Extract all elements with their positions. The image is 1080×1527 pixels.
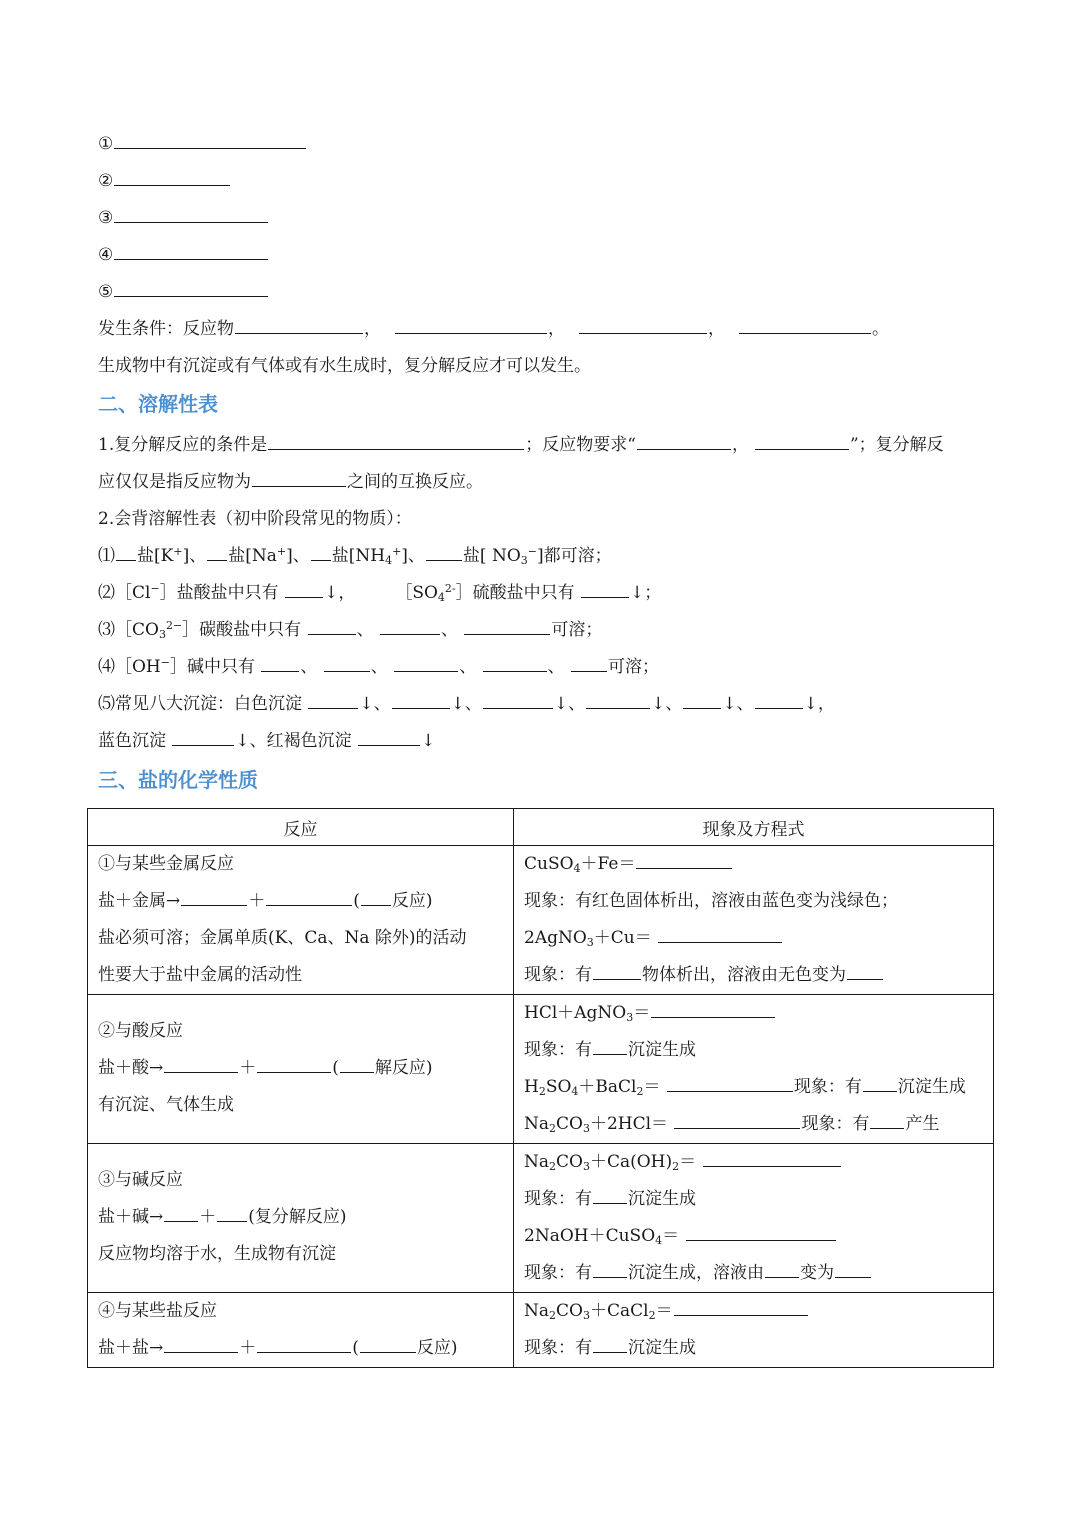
- text: ＝: [643, 1077, 661, 1097]
- text: 红褐色沉淀: [266, 731, 352, 751]
- equation: 2NaOH＋CuSO$_4$＝: [524, 1218, 983, 1255]
- sep: 、: [189, 546, 207, 566]
- text: ↓；: [630, 583, 662, 603]
- fill-blank[interactable]: [380, 619, 440, 635]
- text: 现象：有: [524, 1263, 592, 1283]
- equation: 2AgNO$_3$＋Cu＝: [524, 920, 983, 957]
- list-item: [98, 280, 269, 304]
- fill-blank[interactable]: [571, 656, 607, 672]
- question-1-line-2: [98, 470, 483, 494]
- fill-blank[interactable]: [464, 619, 550, 635]
- fill-blank[interactable]: [252, 471, 346, 487]
- fill-blank[interactable]: [172, 730, 234, 746]
- row-title: ②与酸反应: [98, 1021, 183, 1041]
- fill-blank[interactable]: [636, 853, 732, 869]
- text: 物体析出，溶液由无色变为: [642, 965, 846, 985]
- phenomenon-cell: [514, 995, 994, 1144]
- text: ＋Cu＝: [593, 928, 652, 948]
- table-header-row: [88, 809, 994, 846]
- fill-blank[interactable]: [483, 693, 553, 709]
- fill-blank[interactable]: [217, 1206, 247, 1222]
- text: (: [332, 1058, 339, 1078]
- text: 常见八大沉淀：白色沉淀: [115, 694, 302, 714]
- text: 可溶；: [608, 657, 660, 677]
- fill-blank[interactable]: [667, 1076, 793, 1092]
- note: 盐必须可溶；金属单质(K、Ca、Na 除外)的活动: [98, 928, 467, 948]
- fill-blank[interactable]: [394, 656, 458, 672]
- list-number: ③: [98, 208, 114, 228]
- fill-blank[interactable]: [114, 207, 268, 223]
- fill-blank[interactable]: [674, 1113, 800, 1129]
- section-title: 三、盐的化学性质: [98, 768, 258, 792]
- text: ＋: [199, 1207, 217, 1227]
- text: ；反应物要求“: [525, 435, 636, 455]
- fill-blank[interactable]: [755, 693, 803, 709]
- reaction-cell: [88, 846, 514, 995]
- text: 盐＋盐→: [98, 1338, 164, 1358]
- text: 解反应): [374, 1058, 433, 1078]
- phenomenon: [524, 957, 983, 994]
- fill-blank[interactable]: [308, 693, 358, 709]
- text: ↓、: [553, 694, 586, 714]
- fill-blank[interactable]: [483, 656, 547, 672]
- text: 现象：有: [524, 1338, 592, 1358]
- fill-blank[interactable]: [755, 434, 849, 450]
- text: 沉淀生成，溶液由: [628, 1263, 764, 1283]
- condition-line: [98, 317, 889, 341]
- fill-blank[interactable]: [765, 1262, 799, 1278]
- question-2: 2.会背溶解性表（初中阶段常见的物质）：: [98, 509, 412, 529]
- text: ↓、: [359, 694, 391, 714]
- phenomenon-cell: [514, 1144, 994, 1293]
- fill-blank[interactable]: [593, 1039, 627, 1055]
- fill-blank[interactable]: [835, 1262, 871, 1278]
- text: 现象：有: [524, 965, 592, 985]
- fill-blank[interactable]: [686, 1225, 836, 1241]
- column-header: 反应: [88, 809, 514, 846]
- rule-number: ⑴: [98, 546, 115, 566]
- text: 沉淀生成: [897, 1077, 966, 1097]
- equation: $Na_2CO_3+CaCl_2=$: [524, 1293, 983, 1330]
- fill-blank[interactable]: [870, 1113, 904, 1129]
- equation: CuSO$_4$＋Fe＝: [524, 846, 983, 883]
- fill-blank[interactable]: [268, 434, 524, 450]
- sep: 、: [300, 657, 318, 677]
- sep: 、: [440, 620, 458, 640]
- fill-blank[interactable]: [114, 281, 268, 297]
- text: ＋: [248, 891, 266, 911]
- text: 之间的互换反应。: [347, 472, 483, 492]
- rule-number: ⑷: [98, 657, 115, 677]
- equation: HCl＋AgNO$_3$＝: [524, 995, 983, 1032]
- text: 反应): [391, 891, 433, 911]
- reaction-cell: [88, 995, 514, 1144]
- list-number: ⑤: [98, 282, 114, 302]
- equation-template: [98, 1199, 503, 1236]
- text: ＋2HCl＝: [589, 1114, 669, 1134]
- fill-blank[interactable]: [586, 693, 650, 709]
- text: 蓝色沉淀: [98, 731, 166, 751]
- table-row: [88, 1293, 994, 1368]
- text: 硫酸盐中只有: [472, 583, 575, 603]
- text: 现象：有: [801, 1114, 870, 1134]
- fill-blank[interactable]: [257, 1337, 351, 1353]
- fill-blank[interactable]: [207, 545, 227, 561]
- text: 现象：有: [524, 1040, 592, 1060]
- fill-blank[interactable]: [863, 1076, 897, 1092]
- fill-blank[interactable]: [683, 693, 721, 709]
- text: ”；复分解反: [849, 435, 944, 455]
- equation-template: [98, 883, 503, 920]
- text: 反应): [416, 1338, 458, 1358]
- text: ↓: [421, 731, 436, 751]
- list-number: ①: [98, 134, 114, 154]
- phenomenon-cell: [514, 846, 994, 995]
- equation: $Na_2CO_3+Ca(OH)_2=$: [524, 1144, 983, 1181]
- fill-blank[interactable]: [114, 133, 306, 149]
- note: 性要大于盐中金属的活动性: [98, 965, 302, 985]
- solubility-rule-3: $⑶[CO_3^{2-}]$碳酸盐中只有 、 、 可溶；: [98, 619, 603, 641]
- fill-blank[interactable]: [308, 619, 356, 635]
- comma: ，: [731, 435, 749, 455]
- fill-blank[interactable]: [164, 1057, 238, 1073]
- fill-blank[interactable]: [651, 1002, 775, 1018]
- equation-template: [98, 1050, 503, 1087]
- text: 沉淀生成: [628, 1338, 696, 1358]
- table-row: [88, 1144, 994, 1293]
- rule-number: ⑵: [98, 583, 115, 603]
- note: 有沉淀、气体生成: [98, 1095, 234, 1115]
- fill-blank[interactable]: [358, 730, 420, 746]
- note: 反应物均溶于水，生成物有沉淀: [98, 1244, 336, 1264]
- solubility-rule-5: [98, 692, 835, 716]
- comma: ，: [548, 319, 565, 339]
- text: 现象：有: [524, 1189, 592, 1209]
- fill-blank[interactable]: [114, 244, 268, 260]
- reaction-cell: [88, 1293, 514, 1368]
- text: 2NaOH＋CuSO: [524, 1226, 656, 1246]
- text: 变为: [800, 1263, 834, 1283]
- text: (复分解反应): [248, 1207, 347, 1227]
- solubility-rule-2: ⑵［Cl−］盐酸盐中只有 ↓， $[SO_4^{2-}]$硫酸盐中只有 ↓；: [98, 582, 662, 604]
- text: 都可溶；: [543, 546, 612, 566]
- equation: $Na_2CO_3+2HCl=$ 现象：有 产生: [524, 1114, 940, 1135]
- phenomenon: [524, 1032, 983, 1069]
- equation-template: [98, 1330, 503, 1367]
- phenomenon: [524, 1330, 983, 1367]
- sep: 、: [547, 657, 565, 677]
- fill-blank[interactable]: [426, 545, 462, 561]
- list-item: [98, 169, 231, 193]
- fill-blank[interactable]: [361, 890, 391, 906]
- solubility-rule-6: [98, 729, 435, 753]
- text: 应仅仅是指反应物为: [98, 472, 251, 492]
- text: 盐: [462, 546, 480, 566]
- period: 。: [872, 319, 889, 339]
- phenomenon: [524, 1255, 983, 1292]
- text: ↓、: [450, 694, 482, 714]
- fill-blank[interactable]: [360, 1337, 416, 1353]
- text: ＋Fe＝: [580, 854, 636, 874]
- fill-blank[interactable]: [285, 582, 323, 598]
- list-item: [98, 132, 307, 156]
- section-title: 二、溶解性表: [98, 392, 218, 416]
- list-number: ②: [98, 171, 114, 191]
- sep: 、: [407, 546, 425, 566]
- text: ↓、: [651, 694, 683, 714]
- question-1-line-1: [98, 433, 944, 457]
- rule-number: ⑶: [98, 620, 115, 640]
- column-header: 现象及方程式: [514, 809, 994, 846]
- fill-blank[interactable]: [637, 434, 731, 450]
- fill-blank[interactable]: [261, 656, 299, 672]
- phenomenon-cell: [514, 1293, 994, 1368]
- fill-blank[interactable]: [847, 964, 883, 980]
- condition-label: 发生条件：反应物: [98, 319, 234, 339]
- solubility-rule-4: ⑷［OH−］碱中只有 、 、 、 、 可溶；: [98, 656, 660, 677]
- list-item: [98, 206, 269, 230]
- fill-blank[interactable]: [340, 1057, 374, 1073]
- text: 盐: [331, 546, 349, 566]
- table-row: [88, 846, 994, 995]
- fill-blank[interactable]: [164, 1206, 198, 1222]
- text: 碳酸盐中只有: [199, 620, 302, 640]
- condition-note: 生成物中有沉淀或有气体或有水生成时，复分解反应才可以发生。: [98, 356, 591, 376]
- fill-blank[interactable]: [703, 1151, 841, 1167]
- row-title: ④与某些盐反应: [98, 1301, 217, 1321]
- fill-blank[interactable]: [581, 582, 629, 598]
- text: 可溶；: [551, 620, 603, 640]
- fill-blank[interactable]: [266, 890, 352, 906]
- rule-number: ⑸: [98, 694, 115, 714]
- list-item: [98, 243, 269, 267]
- fill-blank[interactable]: [311, 545, 331, 561]
- text: ＝: [662, 1226, 680, 1246]
- fill-blank[interactable]: [164, 1337, 238, 1353]
- table-row: [88, 995, 994, 1144]
- sep: 、: [459, 657, 477, 677]
- text: 盐＋酸→: [98, 1058, 164, 1078]
- fill-blank[interactable]: [593, 964, 641, 980]
- text: ＝: [655, 1301, 673, 1321]
- text: ＋: [239, 1338, 257, 1358]
- fill-blank[interactable]: [593, 1188, 627, 1204]
- row-title: ①与某些金属反应: [98, 854, 234, 874]
- fill-blank[interactable]: [395, 318, 547, 334]
- sep: 、: [292, 546, 310, 566]
- text: 沉淀生成: [628, 1189, 696, 1209]
- text: 盐酸盐中只有: [176, 583, 279, 603]
- text: ↓，: [324, 583, 356, 603]
- fill-blank[interactable]: [658, 927, 782, 943]
- text: HCl＋AgNO: [524, 1003, 627, 1023]
- fill-blank[interactable]: [181, 890, 247, 906]
- text: ＝: [679, 1152, 697, 1172]
- solubility-rule-1: ⑴ 盐[K+]、 盐[Na+]、 盐$[NH_4^+]$、 盐[ $NO_3^-$]都可溶；: [98, 545, 612, 567]
- fill-blank[interactable]: [257, 1057, 331, 1073]
- text: 1.复分解反应的条件是: [98, 435, 268, 455]
- text: ＋: [239, 1058, 257, 1078]
- equation: $H_2SO_4+BaCl_2=$ 现象：有 沉淀生成: [524, 1077, 966, 1098]
- text: 沉淀生成: [628, 1040, 696, 1060]
- fill-blank[interactable]: [739, 318, 871, 334]
- fill-blank[interactable]: [235, 318, 363, 334]
- text: 产生: [905, 1114, 940, 1134]
- fill-blank[interactable]: [116, 545, 136, 561]
- reaction-cell: [88, 1144, 514, 1293]
- fill-blank[interactable]: [392, 693, 450, 709]
- fill-blank[interactable]: [579, 318, 707, 334]
- fill-blank[interactable]: [674, 1300, 808, 1316]
- text: 盐: [228, 546, 246, 566]
- phenomenon: 现象：有红色固体析出，溶液由蓝色变为浅绿色；: [524, 891, 898, 911]
- sep: 、: [356, 620, 374, 640]
- text: 盐＋碱→: [98, 1207, 164, 1227]
- text: ↓、: [722, 694, 754, 714]
- salt-properties-table: [87, 808, 994, 1368]
- phenomenon: [524, 1181, 983, 1218]
- text: 碱中只有: [186, 657, 255, 677]
- fill-blank[interactable]: [593, 1337, 627, 1353]
- fill-blank[interactable]: [593, 1262, 627, 1278]
- sep: 、: [370, 657, 388, 677]
- text: ↓、: [235, 731, 267, 751]
- text: (: [353, 891, 360, 911]
- text: ↓，: [803, 694, 835, 714]
- text: ＝: [633, 1003, 651, 1023]
- list-number: ④: [98, 245, 114, 265]
- text: (: [352, 1338, 359, 1358]
- comma: ，: [364, 319, 381, 339]
- fill-blank[interactable]: [324, 656, 370, 672]
- row-title: ③与碱反应: [98, 1170, 183, 1190]
- fill-blank[interactable]: [114, 170, 230, 186]
- text: 盐＋金属→: [98, 891, 181, 911]
- comma: ，: [708, 319, 725, 339]
- text: 现象：有: [793, 1077, 862, 1097]
- text: 盐: [137, 546, 154, 566]
